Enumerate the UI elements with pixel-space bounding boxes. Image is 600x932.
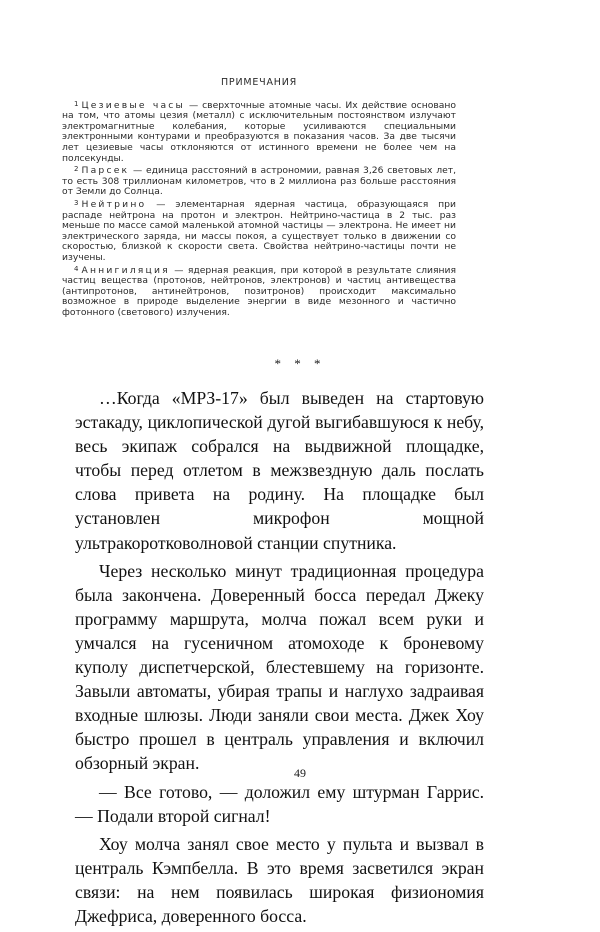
footnote-number: 4 [74,264,79,273]
footnote-number: 3 [74,198,79,207]
footnote-term: Парсек [81,165,130,177]
footnote-term: Нейтрино [81,198,147,210]
footnote-term: Аннигиляция [81,264,170,276]
page-number: 49 [294,766,306,780]
footnote-4 [62,264,456,319]
footnote-number: 1 [74,99,79,108]
footnote-text: — единица расстояний в астрономии, равная 3,26 световых лет, то есть 308 триллионам километров, что в 2 миллиона раз больше расстояния от Земли до Солнца. [62,165,456,198]
footnote-text: — ядерная реакция, при которой в результате слияния частиц вещества (протонов, нейтронов, электронов) и частиц антивещества (антипротонов, антинейтронов, позитронов) происходит максимально возможное в природе выделение энергии в виде мезонного и частично фотонного (светового) излучения. [62,264,456,318]
footnotes-title: ПРИМЕЧАНИЯ [220,77,298,88]
footnote-2 [62,164,456,198]
paragraph-2: Через несколько минут традиционная процедура была закончена. Доверенный босса передал Джеку программу маршрута, молча пожал всем руки и умчался на гусеничном атомоходе к броневому куполу диспетчерской, блестевшему на горизонте. Завыли автоматы, убирая трапы и наглухо задраивая входные шлюзы. Люди заняли свои места. Джек Хоу быстро прошел в централь управления и включил обзорный экран. [75,560,484,774]
footnote-text: — сверхточные атомные часы. Их действие основано на том, что атомы цезия (металл) с исключительным постоянством излучают электромагнитные колебания, которые усиливаются специальными электронными контурами и преобразуются в показания часов. За две тысячи лет цезиевые часы отклоняются от истинного времени не более чем на полсекунды. [62,99,457,164]
main-text [75,386,484,932]
footnote-term: Цезиевые часы [81,99,186,111]
paragraph-3: — Все готово, — доложил ему штурман Гаррис. — Подали второй сигнал! [75,781,484,826]
paragraph-4: Хоу молча занял свое место у пульта и вызвал в централь Кэмпбелла. В это время засветился экран связи: на нем появилась широкая физиономия Джефриса, доверенного босса. [75,833,484,926]
footnote-number: 2 [74,165,79,174]
section-separator: * * * [274,356,326,371]
paragraph-1: …Когда «МРЗ-17» был выведен на стартовую эстакаду, циклопической дугой выгибавшуюся к небу, весь экипаж собрался на выдвижной площадке, чтобы перед отлетом в межзвездную даль послать слова привета на родину. На площадке был установлен микрофон мощной ультракоротковолновой станции спутника. [75,388,484,553]
footnote-text: — элементарная ядерная частица, образующаяся при распаде нейтрона на протон и электрон. Нейтрино-частица в 2 тыс. раз меньше по массе самой маленькой атомной частицы — электрона. Не имеет ни электрического заряда, ни массы покоя, а существует только в движении со скоростью, близкой к скорости света. Свойства нейтрино-частицы почти не изучены. [62,198,456,263]
footnote-1 [62,99,456,165]
footnotes-section [62,78,456,318]
footnote-3 [62,198,456,264]
